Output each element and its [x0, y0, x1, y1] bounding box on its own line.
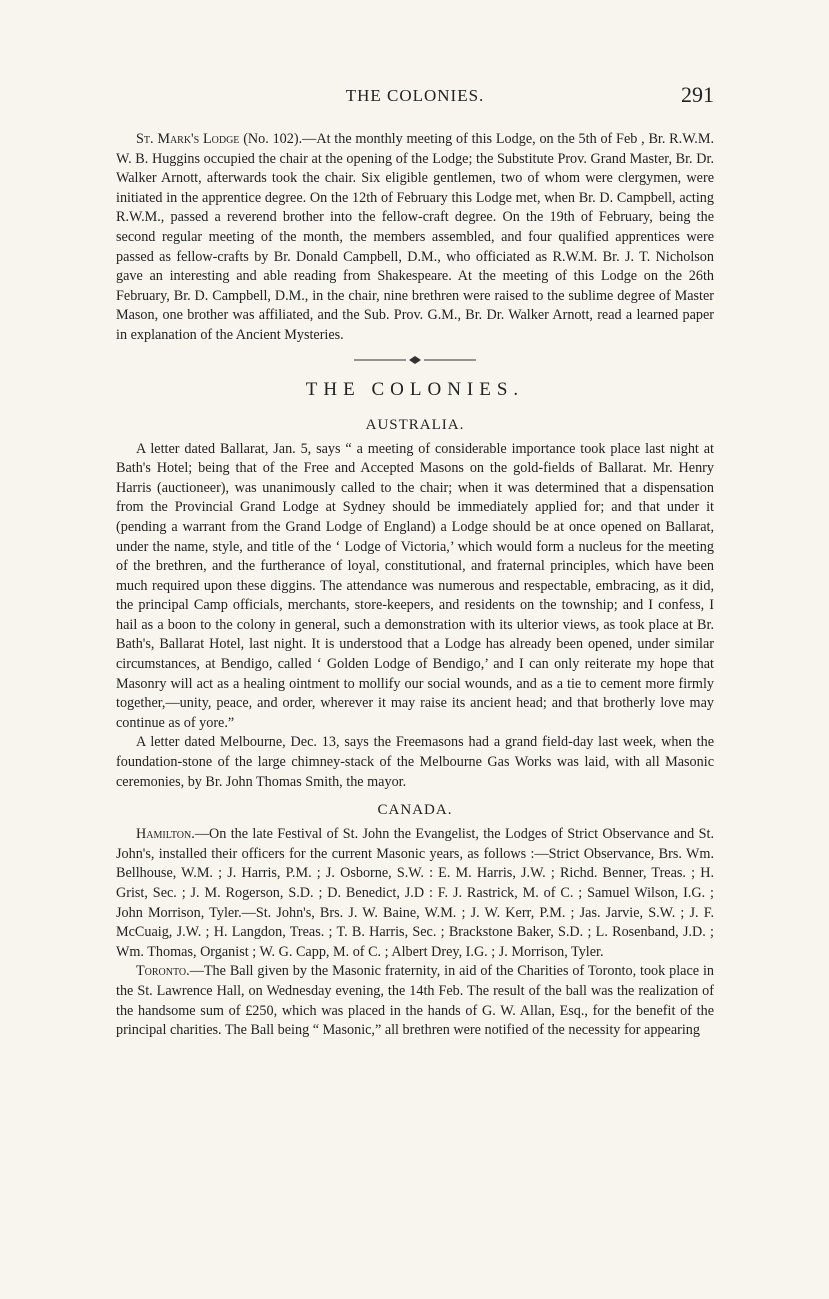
melbourne-letter-paragraph: A letter dated Melbourne, Dec. 13, says the Freemasons had a grand field-day last week, when the foundation-stone of the large chimney-stack of the Melbourne Gas Works was laid, with all Masonic ceremonies, by Br. John Thomas Smith, the mayor.: [116, 734, 714, 790]
toronto-paragraph: [116, 962, 714, 1040]
st-marks-lodge-body: (No. 102).—At the monthly meeting of this Lodge, on the 5th of Feb , Br. R.W.M. W. B. Huggins occupied the chair at the opening of the Lodge; the Substitute Prov. Grand Master, Br. Dr. Walker Arnott, afterwards took the chair. Six eligible gentlemen, two of whom were clergymen, were initiated in the apprentice degree. On the 12th of February this Lodge met, when Br. D. Campbell, acting R.W.M., passed a reverend brother into the fellow-craft degree. On the 19th of February, being the second regular meeting of the month, the members assembled, and four qualified apprentices were passed as fellow-crafts by Br. Donald Campbell, D.M., who officiated as R.W.M. Br. J. T. Nicholson gave an interesting and able reading from Shakespeare. At the meeting of this Lodge on the 26th February, Br. D. Campbell, D.M., in the chair, nine brethren were raised to the sublime degree of Master Mason, one brother was affiliated, and the Sub. Prov. G.M., Br. Dr. Walker Arnott, read a learned paper in explanation of the Ancient Mysteries.: [116, 131, 714, 343]
running-head: [116, 82, 714, 116]
page-number: 291: [681, 82, 714, 107]
toronto-body: .—The Ball given by the Masonic fraternity, in aid of the Charities of Toronto, took place in the St. Lawrence Hall, on Wednesday evening, the 14th Feb. The result of the ball was the realization of the handsome sum of £250, which was placed in the hands of G. W. Allan, Esq., for the benefit of the principal charities. The Ball being “ Masonic,” all brethren were notified of the necessity for appearing: [116, 963, 714, 1039]
st-marks-lodge-lead: St. Mark's Lodge: [136, 131, 240, 147]
canada-heading: CANADA.: [377, 802, 453, 819]
section-divider-ornament: [354, 353, 476, 367]
hamilton-lead: Hamilton: [136, 826, 192, 843]
ballarat-letter-paragraph: A letter dated Ballarat, Jan. 5, says “ a meeting of considerable importance took place last night at Bath's Hotel; being that of the Free and Accepted Masons on the gold-fields of Ballarat. Mr. Henry Harris (auctioneer), was unanimously called to the chair; when it was determined that a dispensation from the Provincial Grand Lodge at Sydney should be immediately applied for; and that under it (pending a warrant from the Grand Lodge of England) a Lodge should be at once opened on Ballarat, under the name, style, and title of the ‘ Lodge of Victoria,’ which would form a nucleus for the meeting of the brethren, and the furtherance of loyal, constitutional, and fraternal principles, which have been much required upon these diggins. The attendance was numerous and respectable, embracing, as it did, the principal Camp officials, merchants, store-keepers, and residents on the township; and I confess, I hail as a boon to the colony in general, such a demonstration with its ulterior views, as took place at Br. Bath's, Ballarat Hotel, last night. It is understood that a Lodge has already been opened, under similar circumstances, at Bendigo, called ‘ Golden Lodge of Bendigo,’ and I can only reiterate my hope that Masonry will act as a healing ointment to mollify our social wounds, and as a tie to cement more firmly together,—unity, peace, and order, wherever it may raise its ancient head; and that brotherly love may continue as of yore.”: [116, 440, 714, 731]
hamilton-paragraph: [116, 825, 714, 962]
toronto-lead: Toronto: [136, 963, 187, 980]
section-title: THE COLONIES.: [305, 378, 525, 400]
st-marks-lodge-paragraph: [116, 130, 714, 346]
australia-heading: AUSTRALIA.: [365, 416, 465, 433]
running-title: THE COLONIES.: [345, 86, 485, 105]
page: [116, 82, 714, 1266]
hamilton-body: .—On the late Festival of St. John the Evangelist, the Lodges of Strict Observance and St. John's, installed their officers for the current Masonic years, as follows :—Strict Observance, Brs. Wm. Bellhouse, W.M. ; J. Harris, P.M. ; J. Osborne, S.W. : E. M. Harris, J.W. ; Richd. Benner, Treas. ; H. Grist, Sec. ; J. M. Rogerson, S.D. ; D. Benedict, J.D : F. J. Rastrick, M. of C. ; Samuel Wilson, I.G. ; John Morrison, Tyler.—St. John's, Brs. J. W. Baine, W.M. ; J. W. Kerr, P.M. ; Jas. Jarvie, S.W. ; J. F. McCuaig, J.W. ; H. Langdon, Treas. ; T. B. Harris, Sec. ; Brackstone Baker, S.D. ; L. Rosenband, J.D. ; Wm. Thomas, Organist ; W. G. Capp, M. of C. ; Albert Drey, I.G. ; J. Morrison, Tyler.: [116, 826, 714, 960]
